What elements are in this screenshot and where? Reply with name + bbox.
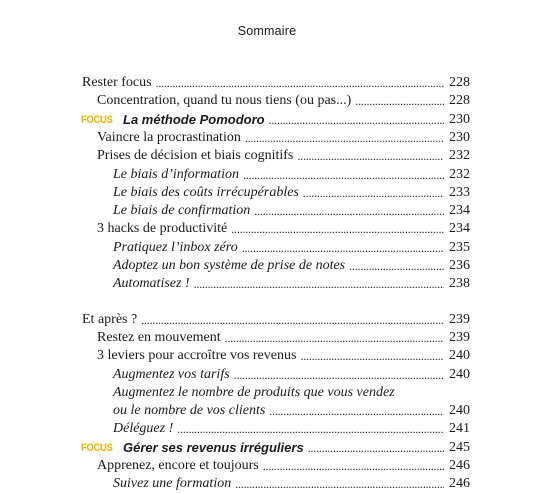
toc-entry-label: Vaincre la procrastination [97, 129, 241, 145]
toc-entry [113, 384, 470, 402]
dot-leader [349, 257, 444, 275]
toc-entry-page: 239 [449, 311, 470, 327]
toc-entry-label: Restez en mouvement [97, 329, 221, 345]
toc-entry [113, 420, 470, 438]
toc-entry [113, 202, 470, 220]
toc-entry-page: 233 [449, 184, 470, 200]
toc-entry [113, 475, 470, 493]
toc-entry [97, 220, 470, 238]
dot-leader [156, 74, 444, 92]
toc-entry-page: 246 [449, 476, 470, 492]
toc-entry-label: Suivez une formation [113, 476, 232, 492]
dot-leader [355, 92, 444, 110]
toc-entry-label: ou le nombre de vos clients [113, 403, 266, 419]
toc-entry-page: 230 [449, 111, 470, 127]
dot-leader [254, 202, 444, 220]
toc-entry-label: 3 hacks de productivité [97, 221, 228, 237]
dot-leader [269, 111, 444, 129]
dot-leader [303, 184, 444, 202]
toc-entry-label: Le biais des coûts irrécupérables [113, 184, 299, 200]
toc-entry [81, 439, 470, 457]
toc-entry [81, 111, 470, 129]
toc-entry-page: 228 [449, 93, 470, 109]
toc-entry-label: Augmentez le nombre de produits que vous vendez [113, 384, 395, 400]
toc-entry-page: 230 [449, 129, 470, 145]
dot-leader [308, 439, 444, 457]
toc-entry [113, 257, 470, 275]
toc-entry-page: 232 [449, 148, 470, 164]
focus-tag: FOCUS [81, 441, 113, 454]
toc-entry-page: 238 [449, 276, 470, 292]
toc-entry-label: Prises de décision et biais cognitifs [97, 148, 294, 164]
toc-entry-page: 246 [449, 458, 470, 473]
toc-entry [97, 329, 470, 347]
toc-entry-label: Gérer ses revenus irréguliers [123, 439, 304, 455]
toc-entry-page: 239 [449, 329, 470, 345]
toc-entry-label: Apprenez, encore et toujours [97, 458, 259, 473]
dot-leader [263, 457, 444, 475]
toc-entry-page: 228 [449, 75, 470, 90]
toc-entry-label: Et après ? [82, 311, 138, 327]
toc-entry-page: 240 [449, 366, 470, 382]
toc-entry [97, 347, 470, 365]
toc-entry [113, 402, 470, 420]
toc-entry [113, 184, 470, 202]
toc-entry [97, 147, 470, 165]
toc-entry-page: 240 [449, 403, 470, 419]
dot-leader [177, 420, 444, 438]
toc-entry-label: Rester focus [82, 75, 152, 90]
toc-entry-label: Adoptez un bon système de prise de notes [113, 258, 346, 273]
dot-leader [269, 402, 444, 420]
toc-entry [113, 239, 470, 257]
dot-leader [245, 129, 444, 147]
toc-entry-label: Pratiquez l’inbox zéro [113, 239, 238, 255]
dot-leader [300, 347, 444, 365]
toc-entry [97, 457, 470, 475]
focus-tag: FOCUS [81, 113, 113, 126]
toc-entry-page: 234 [449, 221, 470, 237]
dot-leader [242, 239, 444, 257]
toc-entry-label: Augmentez vos tarifs [113, 366, 230, 382]
toc-entry [97, 129, 470, 147]
dot-leader [234, 366, 444, 384]
dot-leader [225, 329, 444, 347]
dot-leader [231, 220, 444, 238]
toc-entry-page: 241 [449, 421, 470, 437]
toc-entry-page: 235 [449, 239, 470, 255]
dot-leader [141, 311, 444, 329]
toc-entry-label: 3 leviers pour accroître vos revenus [97, 348, 297, 364]
toc-entry-page: 240 [449, 348, 470, 364]
toc-entry-page: 234 [449, 203, 470, 219]
toc-entry [113, 166, 470, 184]
toc-entry-label: La méthode Pomodoro [123, 111, 265, 127]
page-title: Sommaire [237, 24, 297, 38]
toc-entry [82, 311, 470, 329]
toc-entry-page: 236 [449, 258, 470, 273]
toc-entry-page: 232 [449, 166, 470, 182]
dot-leader [194, 275, 444, 293]
toc-entry-label: Le biais de confirmation [113, 203, 251, 219]
toc-entry [97, 92, 470, 110]
toc-entry-label: Concentration, quand tu nous tiens (ou pas...) [97, 93, 352, 109]
toc-entry [113, 366, 470, 384]
toc-entry [82, 74, 470, 92]
dot-leader [235, 475, 444, 493]
toc-entry [113, 275, 470, 293]
dot-leader [243, 166, 444, 184]
toc-entry-page: 245 [449, 439, 470, 455]
toc-entry-label: Déléguez ! [113, 421, 174, 437]
dot-leader [297, 147, 444, 165]
toc-entry-label: Automatisez ! [113, 276, 190, 292]
toc-entry-label: Le biais d’information [113, 166, 240, 182]
